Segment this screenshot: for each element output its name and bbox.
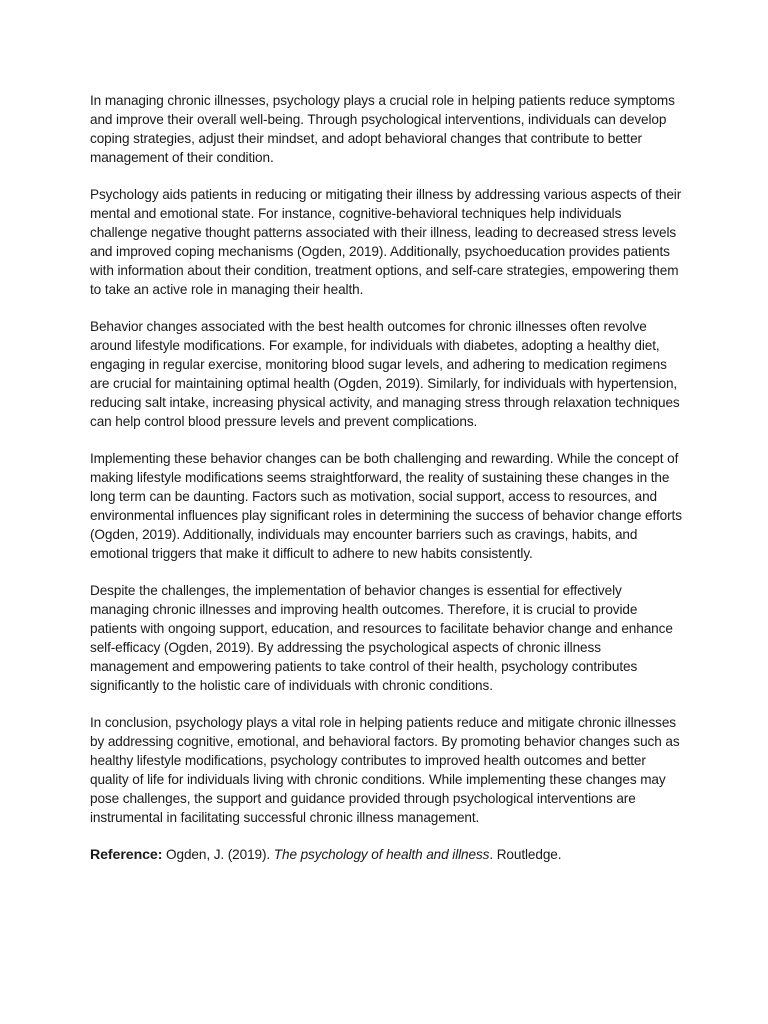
document-page bbox=[90, 92, 682, 865]
paragraph-behavior-changes: Behavior changes associated with the best health outcomes for chronic illnesses often revolve around lifestyle modifications. For example, for individuals with diabetes, adopting a healthy diet, engaging in regular exercise, monitoring blood sugar levels, and adhering to medication regimens are crucial for maintaining optimal health (Ogden, 2019). Similarly, for individuals with hypertension, reducing salt intake, increasing physical activity, and managing stress through relaxation techniques can help control blood pressure levels and prevent complications. bbox=[90, 319, 680, 429]
reference-label: Reference: bbox=[90, 847, 163, 864]
paragraph-intro: In managing chronic illnesses, psychology plays a crucial role in helping patients reduce symptoms and improve their overall well-being. Through psychological interventions, individuals can develop coping strategies, adjust their mindset, and adopt behavioral changes that contribute to better management of their condition. bbox=[90, 93, 675, 165]
reference-publisher: . Routledge. bbox=[489, 847, 562, 863]
paragraph-despite-challenges: Despite the challenges, the implementation of behavior changes is essential for effectively managing chronic illnesses and improving health outcomes. Therefore, it is crucial to provide patients with ongoing support, education, and resources to facilitate behavior change and enhance self-efficacy (Ogden, 2019). By addressing the psychological aspects of chronic illness management and empowering patients to take control of their health, psychology contributes significantly to the holistic care of individuals with chronic conditions. bbox=[90, 583, 673, 693]
reference-author-year: Ogden, J. (2019). bbox=[162, 847, 274, 863]
paragraph-implementing: Implementing these behavior changes can be both challenging and rewarding. While the concept of making lifestyle modifications seems straightforward, the reality of sustaining these changes in the long term can be daunting. Factors such as motivation, social support, access to resources, and environmental influences play significant roles in determining the success of behavior change efforts (Ogden, 2019). Additionally, individuals may encounter barriers such as cravings, habits, and emotional triggers that make it difficult to adhere to new habits consistently. bbox=[90, 451, 682, 561]
reference-entry bbox=[90, 846, 682, 865]
paragraph-psychology-aids: Psychology aids patients in reducing or mitigating their illness by addressing various aspects of their mental and emotional state. For instance, cognitive-behavioral techniques help individuals challenge negative thought patterns associated with their illness, leading to decreased stress levels and improved coping mechanisms (Ogden, 2019). Additionally, psychoeducation provides patients with information about their condition, treatment options, and self-care strategies, empowering them to take an active role in managing their health. bbox=[90, 187, 682, 297]
paragraph-conclusion: In conclusion, psychology plays a vital role in helping patients reduce and mitigate chronic illnesses by addressing cognitive, emotional, and behavioral factors. By promoting behavior changes such as healthy lifestyle modifications, psychology contributes to improved health outcomes and better quality of life for individuals living with chronic conditions. While implementing these changes may pose challenges, the support and guidance provided through psychological interventions are instrumental in facilitating successful chronic illness management. bbox=[90, 715, 680, 825]
reference-title: The psychology of health and illness bbox=[273, 847, 490, 863]
